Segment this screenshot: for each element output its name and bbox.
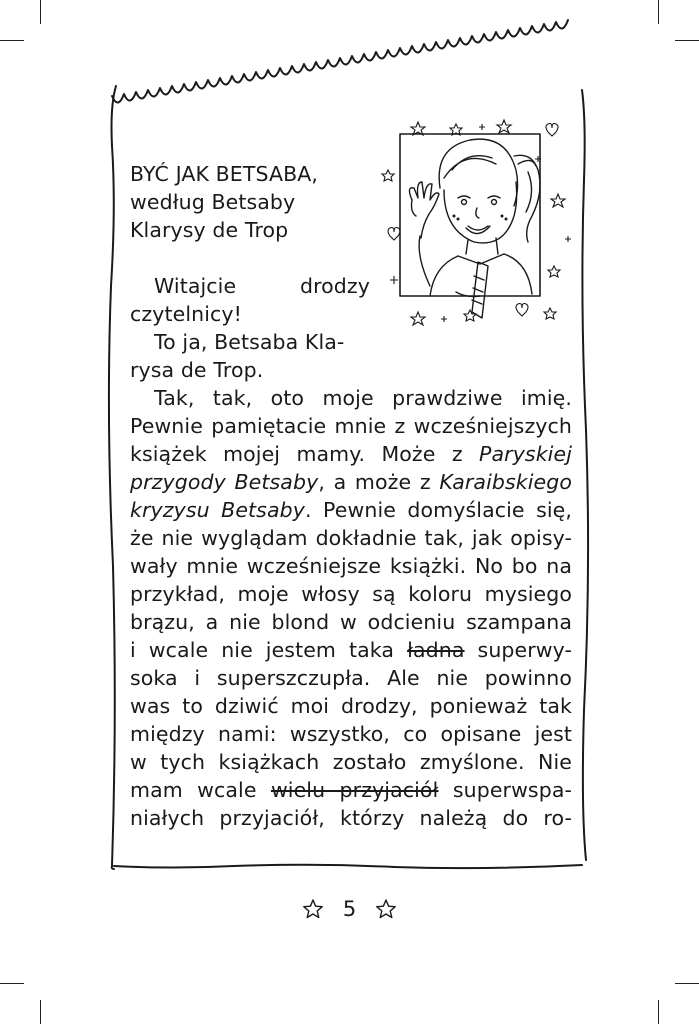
body-text-span: mam wcale xyxy=(130,778,271,802)
page-number-footer xyxy=(0,893,699,924)
body-line: w tych książkach zostało zmyślone. Nie xyxy=(130,750,572,774)
book-title: Paryskiej xyxy=(479,442,572,466)
body-line: między nami: wszystko, co opisane jest xyxy=(130,722,572,746)
greeting-line xyxy=(130,272,370,300)
star-outline-icon xyxy=(375,898,397,920)
body-line: że nie wyglądam dokładnie tak, jak opisy- xyxy=(130,526,572,550)
heading-line-1: BYĆ JAK BETSABA, xyxy=(130,162,319,186)
body-line: niałych przyjaciół, którzy należą do ro- xyxy=(130,806,572,830)
body-text-span: , a może z xyxy=(318,470,440,494)
body-text-span: superwy- xyxy=(464,638,573,662)
body-line: brązu, a nie blond w odcieniu szampana xyxy=(130,610,572,634)
body-line xyxy=(130,468,572,496)
intro-block xyxy=(130,272,370,384)
body-line xyxy=(130,496,572,524)
greeting-word: drodzy xyxy=(299,274,370,298)
body-text-span: książek mojej mamy. Może z xyxy=(130,442,480,466)
body-line: soka i superszczupła. Ale nie powinno xyxy=(130,666,572,690)
struck-out-word: ładna xyxy=(407,638,465,662)
body-line: Pewnie pamiętacie mnie z wcześniejszych xyxy=(130,414,572,438)
body-line xyxy=(130,440,572,468)
body-line: wały mnie wcześniejsze książki. No bo na xyxy=(130,554,572,578)
body-line: Tak, tak, oto moje prawdziwe imię. xyxy=(154,386,572,410)
intro-line-1: To ja, Betsaba Kla- xyxy=(154,330,345,354)
article-heading xyxy=(130,160,370,244)
page-number: 5 xyxy=(342,897,357,921)
body-line: przykład, moje włosy są koloru mysiego xyxy=(130,582,572,606)
body-text xyxy=(130,384,572,832)
body-text-span: . Pewnie domyślacie się, xyxy=(304,498,572,522)
body-text-span: superwspa- xyxy=(438,778,572,802)
heading-line-2: według Betsaby xyxy=(130,190,296,214)
body-line xyxy=(130,636,572,664)
body-line xyxy=(130,776,572,804)
body-line: was to dziwić moi drodzy, ponieważ tak xyxy=(130,694,572,718)
star-outline-icon xyxy=(302,898,324,920)
book-title: przygody Betsaby xyxy=(130,470,319,494)
struck-out-phrase: wielu przyjaciół xyxy=(270,778,439,802)
greeting-end: czytelnicy! xyxy=(130,302,242,326)
intro-line-2: rysa de Trop. xyxy=(130,358,264,382)
book-title: kryzysu Betsaby xyxy=(130,498,305,522)
heading-line-3: Klarysy de Trop xyxy=(130,218,289,242)
article-text xyxy=(130,160,572,832)
body-text-span: i wcale nie jestem taka xyxy=(130,638,408,662)
greeting-word: Witajcie xyxy=(154,274,237,298)
book-title: Karaibskiego xyxy=(439,470,573,494)
